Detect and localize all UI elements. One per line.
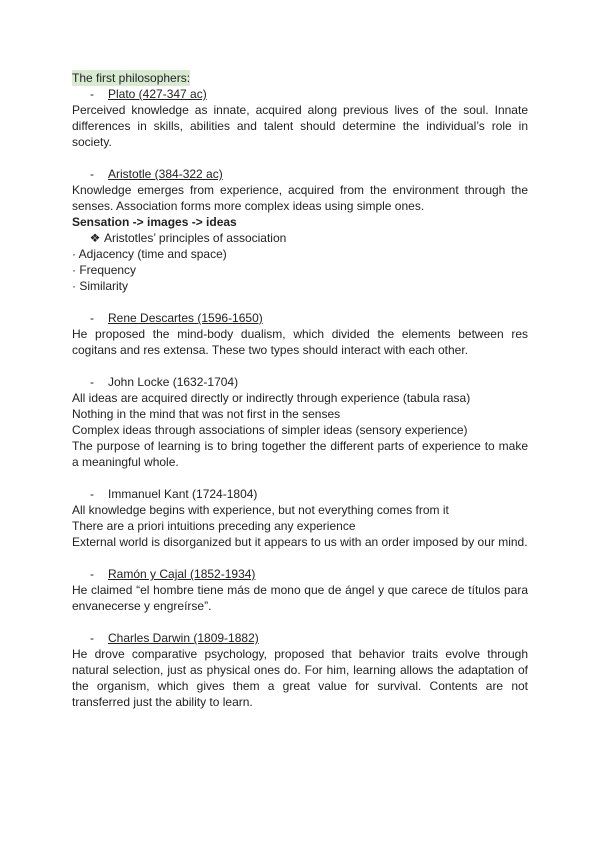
page-title: The first philosophers:: [72, 71, 191, 85]
philosopher-name: Immanuel Kant (1724-1804): [108, 487, 258, 501]
list-item: · Frequency: [72, 262, 528, 278]
philosopher-text: Perceived knowledge as innate, acquired along previous lives of the soul. Innate differences in skills, abilities and talent should determine the individual’s role in society.: [72, 103, 528, 149]
text-line: There are a priori intuitions preceding any experience: [72, 519, 356, 533]
philosopher-heading-aristotle: - Aristotle (384-322 ac): [90, 167, 223, 181]
philosopher-heading-cajal: - Ramón y Cajal (1852-1934): [90, 567, 256, 581]
philosopher-heading-darwin: - Charles Darwin (1809-1882): [90, 631, 259, 645]
philosopher-heading-locke: - John Locke (1632-1704): [90, 375, 239, 389]
sub-heading: ❖ Aristotles’ principles of association: [72, 230, 528, 246]
philosopher-heading-kant: - Immanuel Kant (1724-1804): [90, 487, 258, 501]
bold-line: Sensation -> images -> ideas: [72, 215, 237, 229]
text-line: Nothing in the mind that was not first in the senses: [72, 407, 341, 421]
philosopher-name: Ramón y Cajal (1852-1934): [108, 567, 256, 581]
text-line: External world is disorganized but it appears to us with an order imposed by our mind.: [72, 535, 528, 549]
list-item: · Adjacency (time and space): [72, 246, 528, 262]
philosopher-heading-descartes: - Rene Descartes (1596-1650): [90, 311, 263, 325]
document-page: [72, 70, 528, 710]
text-line: Complex ideas through associations of simpler ideas (sensory experience): [72, 423, 468, 437]
philosopher-text: He drove comparative psychology, proposed that behavior traits evolve through natural selection, just as physical ones do. For him, learning allows the adaptation of the organism, which gives them a great value for survival. Contents are not transferred just the ability to learn.: [72, 647, 528, 709]
philosopher-name: John Locke (1632-1704): [108, 375, 239, 389]
list-item: · Similarity: [72, 278, 528, 294]
philosopher-name: Plato (427-347 ac): [108, 87, 207, 101]
text-line: The purpose of learning is to bring together the different parts of experience to make a meaningful whole.: [72, 439, 528, 469]
philosopher-text: Knowledge emerges from experience, acquired from the environment through the senses. Association forms more complex ideas using simple ones.: [72, 183, 528, 213]
philosopher-text: He proposed the mind-body dualism, which divided the elements between res cogitans and res extensa. These two types should interact with each other.: [72, 327, 528, 357]
philosopher-text: He claimed “el hombre tiene más de mono que de ángel y que carece de títulos para envanecerse y engreírse”.: [72, 583, 528, 613]
philosopher-name: Rene Descartes (1596-1650): [108, 311, 263, 325]
text-line: All ideas are acquired directly or indirectly through experience (tabula rasa): [72, 391, 471, 405]
philosopher-name: Charles Darwin (1809-1882): [108, 631, 259, 645]
philosopher-name: Aristotle (384-322 ac): [108, 167, 223, 181]
diamond-bullet-icon: ❖: [89, 231, 101, 245]
philosopher-heading-plato: - Plato (427-347 ac): [90, 87, 207, 101]
text-line: All knowledge begins with experience, but not everything comes from it: [72, 503, 449, 517]
